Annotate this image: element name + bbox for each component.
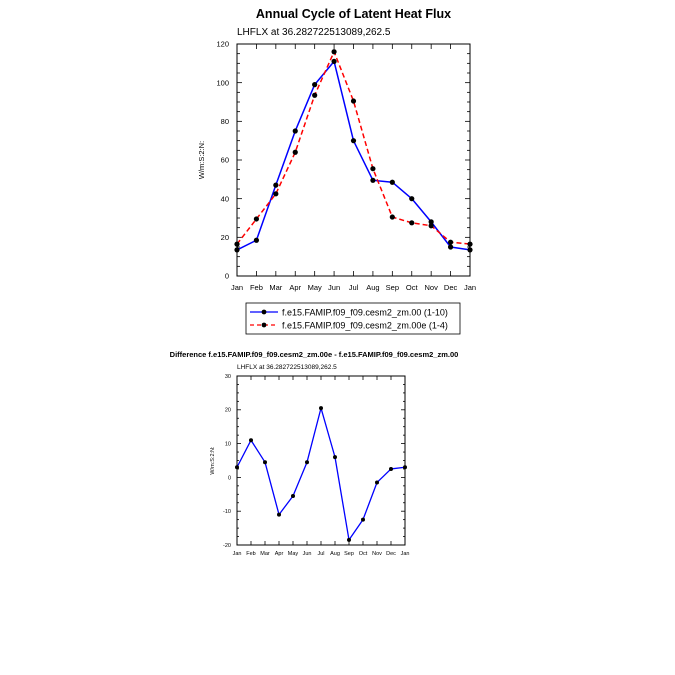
x-tick-label: Feb xyxy=(249,283,263,292)
y-tick-label: 0 xyxy=(224,271,229,281)
data-point xyxy=(390,180,395,185)
y-tick-label: -10 xyxy=(223,509,231,516)
data-point xyxy=(361,518,365,522)
legend-label: f.e15.FAMIP.f09_f09.cesm2_zm.00e (1-4) xyxy=(282,320,448,331)
y-tick-label: 60 xyxy=(220,155,229,165)
data-point xyxy=(467,242,472,247)
x-tick-label: Jan xyxy=(463,283,477,292)
x-tick-label: Jun xyxy=(328,283,341,292)
data-point xyxy=(273,191,278,196)
data-point xyxy=(235,465,239,469)
x-tick-label: Jul xyxy=(317,551,325,557)
data-point xyxy=(351,98,356,103)
y-tick-label: 80 xyxy=(220,116,229,126)
x-tick-label: Sep xyxy=(385,283,400,292)
x-tick-label: Aug xyxy=(366,283,380,292)
data-point xyxy=(254,216,259,221)
y-tick-label: 0 xyxy=(227,475,231,482)
x-tick-label: Dec xyxy=(443,283,458,292)
y-tick-label: 10 xyxy=(224,441,231,448)
data-point xyxy=(291,494,295,498)
data-point xyxy=(312,82,317,87)
x-tick-label: Nov xyxy=(424,283,438,292)
data-point xyxy=(319,406,323,410)
x-tick-label: Feb xyxy=(246,551,256,557)
data-point xyxy=(249,438,253,442)
data-point xyxy=(305,460,309,464)
data-point xyxy=(448,240,453,245)
data-point xyxy=(331,59,336,64)
x-tick-label: Apr xyxy=(274,551,284,557)
x-tick-label: Jul xyxy=(348,283,359,292)
data-point xyxy=(375,480,379,484)
y-tick-label: 30 xyxy=(224,373,231,380)
data-point xyxy=(254,238,259,243)
data-point xyxy=(331,49,336,54)
y-tick-label: 120 xyxy=(216,39,229,49)
chart-subtitle: LHFLX at 36.282722513089,262.5 xyxy=(237,364,337,371)
y-axis-label: W/m:S:2:N: xyxy=(210,446,216,475)
data-point xyxy=(333,455,337,459)
legend-label: f.e15.FAMIP.f09_f09.cesm2_zm.00 (1-10) xyxy=(282,307,448,318)
y-tick-label: 100 xyxy=(216,78,229,88)
x-tick-label: Jan xyxy=(230,283,244,292)
legend-swatch-marker xyxy=(262,323,267,328)
y-axis-label: W/m:S:2:N: xyxy=(197,140,206,180)
data-point xyxy=(293,150,298,155)
x-tick-label: Apr xyxy=(289,283,302,292)
x-tick-label: Aug xyxy=(330,551,340,557)
data-point xyxy=(293,128,298,133)
x-tick-label: Oct xyxy=(405,283,418,292)
data-point xyxy=(370,178,375,183)
legend-swatch-marker xyxy=(262,310,267,315)
x-tick-label: Mar xyxy=(260,551,270,557)
x-tick-label: May xyxy=(307,283,322,292)
data-point xyxy=(273,183,278,188)
data-point xyxy=(370,166,375,171)
x-tick-label: Jan xyxy=(232,551,242,557)
data-point xyxy=(403,465,407,469)
data-point xyxy=(448,244,453,249)
x-tick-label: Sep xyxy=(344,551,354,557)
x-tick-label: Nov xyxy=(372,551,382,557)
x-tick-label: Jan xyxy=(400,551,410,557)
data-point xyxy=(234,242,239,247)
data-point xyxy=(389,467,393,471)
x-tick-label: Oct xyxy=(358,551,368,557)
data-point xyxy=(429,223,434,228)
data-point xyxy=(234,247,239,252)
data-point xyxy=(467,247,472,252)
x-tick-label: May xyxy=(287,551,299,557)
chart-title: Difference f.e15.FAMIP.f09_f09.cesm2_zm.00e - f.e15.FAMIP.f09_f09.cesm2_zm.00 xyxy=(169,350,459,359)
x-tick-label: Dec xyxy=(386,551,396,557)
y-tick-label: -20 xyxy=(223,542,231,549)
data-point xyxy=(263,460,267,464)
data-point xyxy=(277,513,281,517)
data-point xyxy=(409,220,414,225)
data-point xyxy=(312,93,317,98)
data-point xyxy=(351,138,356,143)
chart-subtitle: LHFLX at 36.282722513089,262.5 xyxy=(237,27,391,38)
y-tick-label: 40 xyxy=(220,194,229,204)
chart-title: Annual Cycle of Latent Heat Flux xyxy=(255,7,452,21)
y-tick-label: 20 xyxy=(224,407,231,414)
data-point xyxy=(347,538,351,542)
data-point xyxy=(390,214,395,219)
x-tick-label: Mar xyxy=(269,283,283,292)
data-point xyxy=(409,196,414,201)
y-tick-label: 20 xyxy=(220,232,229,242)
x-tick-label: Jun xyxy=(302,551,312,557)
